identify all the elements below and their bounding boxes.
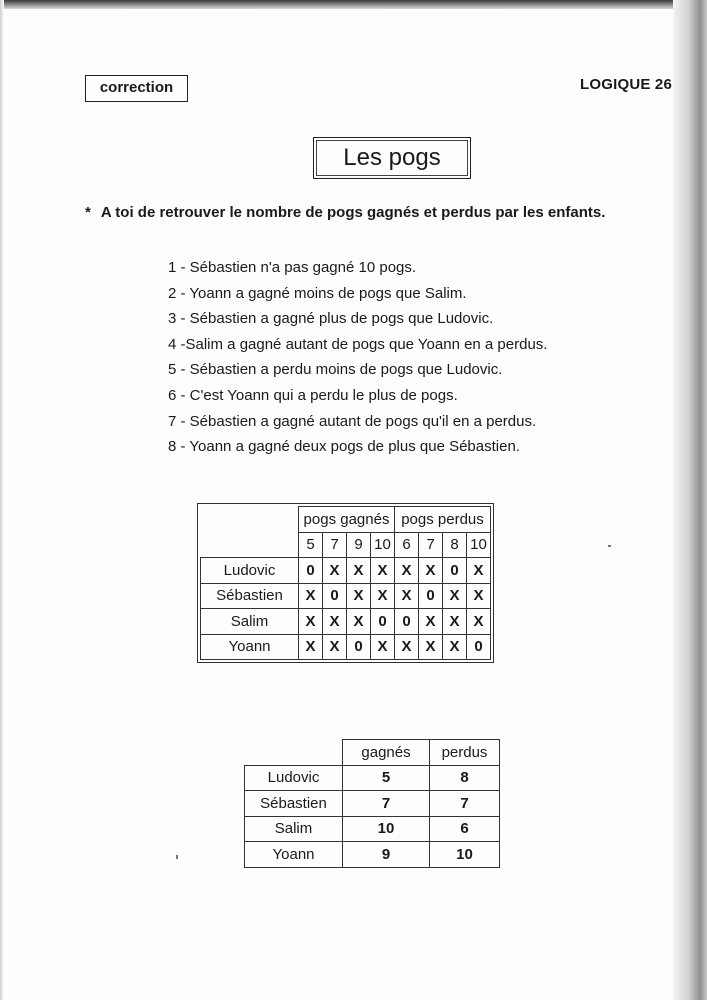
table-row [201, 558, 491, 584]
grid-value-header: 10 [371, 532, 395, 558]
table-row [201, 634, 491, 660]
grid-cell: 0 [299, 558, 323, 584]
grid-cell: 0 [443, 558, 467, 584]
grid-cell: 0 [347, 634, 371, 660]
table-row [245, 765, 500, 791]
grid-cell: X [347, 583, 371, 609]
answer-row-name: Yoann [245, 842, 343, 868]
grid-cell: X [371, 583, 395, 609]
answer-row-name: Ludovic [245, 765, 343, 791]
grid-cell: X [419, 634, 443, 660]
grid-cell: X [395, 558, 419, 584]
instructions-star: * [85, 204, 91, 221]
grid-cell: 0 [467, 634, 491, 660]
clue-item: 1 - Sébastien n'a pas gagné 10 pogs. [168, 259, 417, 276]
clue-item: 8 - Yoann a gagné deux pogs de plus que Sébastien. [168, 438, 520, 456]
clue-item: 4 -Salim a gagné autant de pogs que Yoann en a perdus. [168, 335, 548, 353]
answer-row-name: Sébastien [245, 791, 343, 817]
grid-cell: X [347, 558, 371, 584]
grid-cell: X [467, 558, 491, 584]
grid-row-name: Ludovic [201, 558, 299, 584]
clue-item: 7 - Sébastien a gagné autant de pogs qu'il en a perdus. [168, 412, 537, 430]
grid-cell: X [419, 558, 443, 584]
table-row [245, 791, 500, 817]
grid-value-header: 7 [419, 532, 443, 558]
answer-won-value: 7 [343, 791, 430, 817]
book-spine-edge [673, 0, 707, 1000]
grid-row-name: Salim [201, 609, 299, 635]
grid-cell: X [443, 583, 467, 609]
table-row [201, 583, 491, 609]
grid-cell: X [443, 609, 467, 635]
answer-corner [245, 740, 343, 766]
answer-lost-value: 6 [430, 816, 500, 842]
clue-item: 5 - Sébastien a perdu moins de pogs que Ludovic. [168, 361, 503, 379]
grid-cell: X [395, 634, 419, 660]
table-row [201, 609, 491, 635]
scan-left-edge [0, 0, 4, 1000]
scan-speck [608, 545, 611, 547]
answer-won-value: 10 [343, 816, 430, 842]
grid-row-name: Yoann [201, 634, 299, 660]
grid-cell: X [299, 634, 323, 660]
title-frame [313, 137, 471, 179]
grid-value-header: 6 [395, 532, 419, 558]
grid-cell: X [323, 609, 347, 635]
grid-cell: X [299, 583, 323, 609]
answer-won-value: 9 [343, 842, 430, 868]
grid-header-lost: pogs perdus [395, 507, 491, 533]
grid-cell: 0 [395, 609, 419, 635]
logic-grid-table [200, 506, 491, 660]
answer-lost-value: 8 [430, 765, 500, 791]
grid-cell: X [323, 558, 347, 584]
grid-value-header: 9 [347, 532, 371, 558]
grid-value-header: 5 [299, 532, 323, 558]
answer-won-value: 5 [343, 765, 430, 791]
answer-row-name: Salim [245, 816, 343, 842]
instructions-text: A toi de retrouver le nombre de pogs gagnés et perdus par les enfants. [100, 204, 606, 221]
grid-cell: X [371, 558, 395, 584]
correction-label: correction [85, 75, 188, 102]
answer-header-lost: perdus [430, 740, 500, 766]
grid-cell: 0 [323, 583, 347, 609]
grid-value-header: 10 [467, 532, 491, 558]
grid-value-header: 8 [443, 532, 467, 558]
scan-speck [176, 855, 178, 859]
page-title: Les pogs [316, 140, 468, 176]
grid-cell: X [347, 609, 371, 635]
grid-cell: X [371, 634, 395, 660]
grid-cell: X [419, 609, 443, 635]
grid-cell: 0 [419, 583, 443, 609]
grid-cell: X [467, 583, 491, 609]
grid-corner [201, 532, 299, 558]
grid-corner [201, 507, 299, 533]
grid-header-won: pogs gagnés [299, 507, 395, 533]
grid-row-name: Sébastien [201, 583, 299, 609]
grid-cell: 0 [371, 609, 395, 635]
table-row [245, 816, 500, 842]
grid-cell: X [395, 583, 419, 609]
answer-lost-value: 10 [430, 842, 500, 868]
page-number-label: LOGIQUE 26 [580, 76, 673, 93]
grid-cell: X [323, 634, 347, 660]
clue-list [168, 257, 547, 462]
answer-lost-value: 7 [430, 791, 500, 817]
clue-item: 2 - Yoann a gagné moins de pogs que Salim. [168, 284, 467, 302]
grid-cell: X [443, 634, 467, 660]
answer-header-won: gagnés [343, 740, 430, 766]
clue-item: 3 - Sébastien a gagné plus de pogs que Ludovic. [168, 310, 494, 328]
answer-table [244, 739, 500, 868]
table-row [245, 842, 500, 868]
grid-value-header: 7 [323, 532, 347, 558]
scan-top-edge [0, 0, 707, 9]
grid-cell: X [467, 609, 491, 635]
instructions [85, 204, 605, 221]
clue-item: 6 - C'est Yoann qui a perdu le plus de pogs. [168, 386, 458, 404]
grid-cell: X [299, 609, 323, 635]
